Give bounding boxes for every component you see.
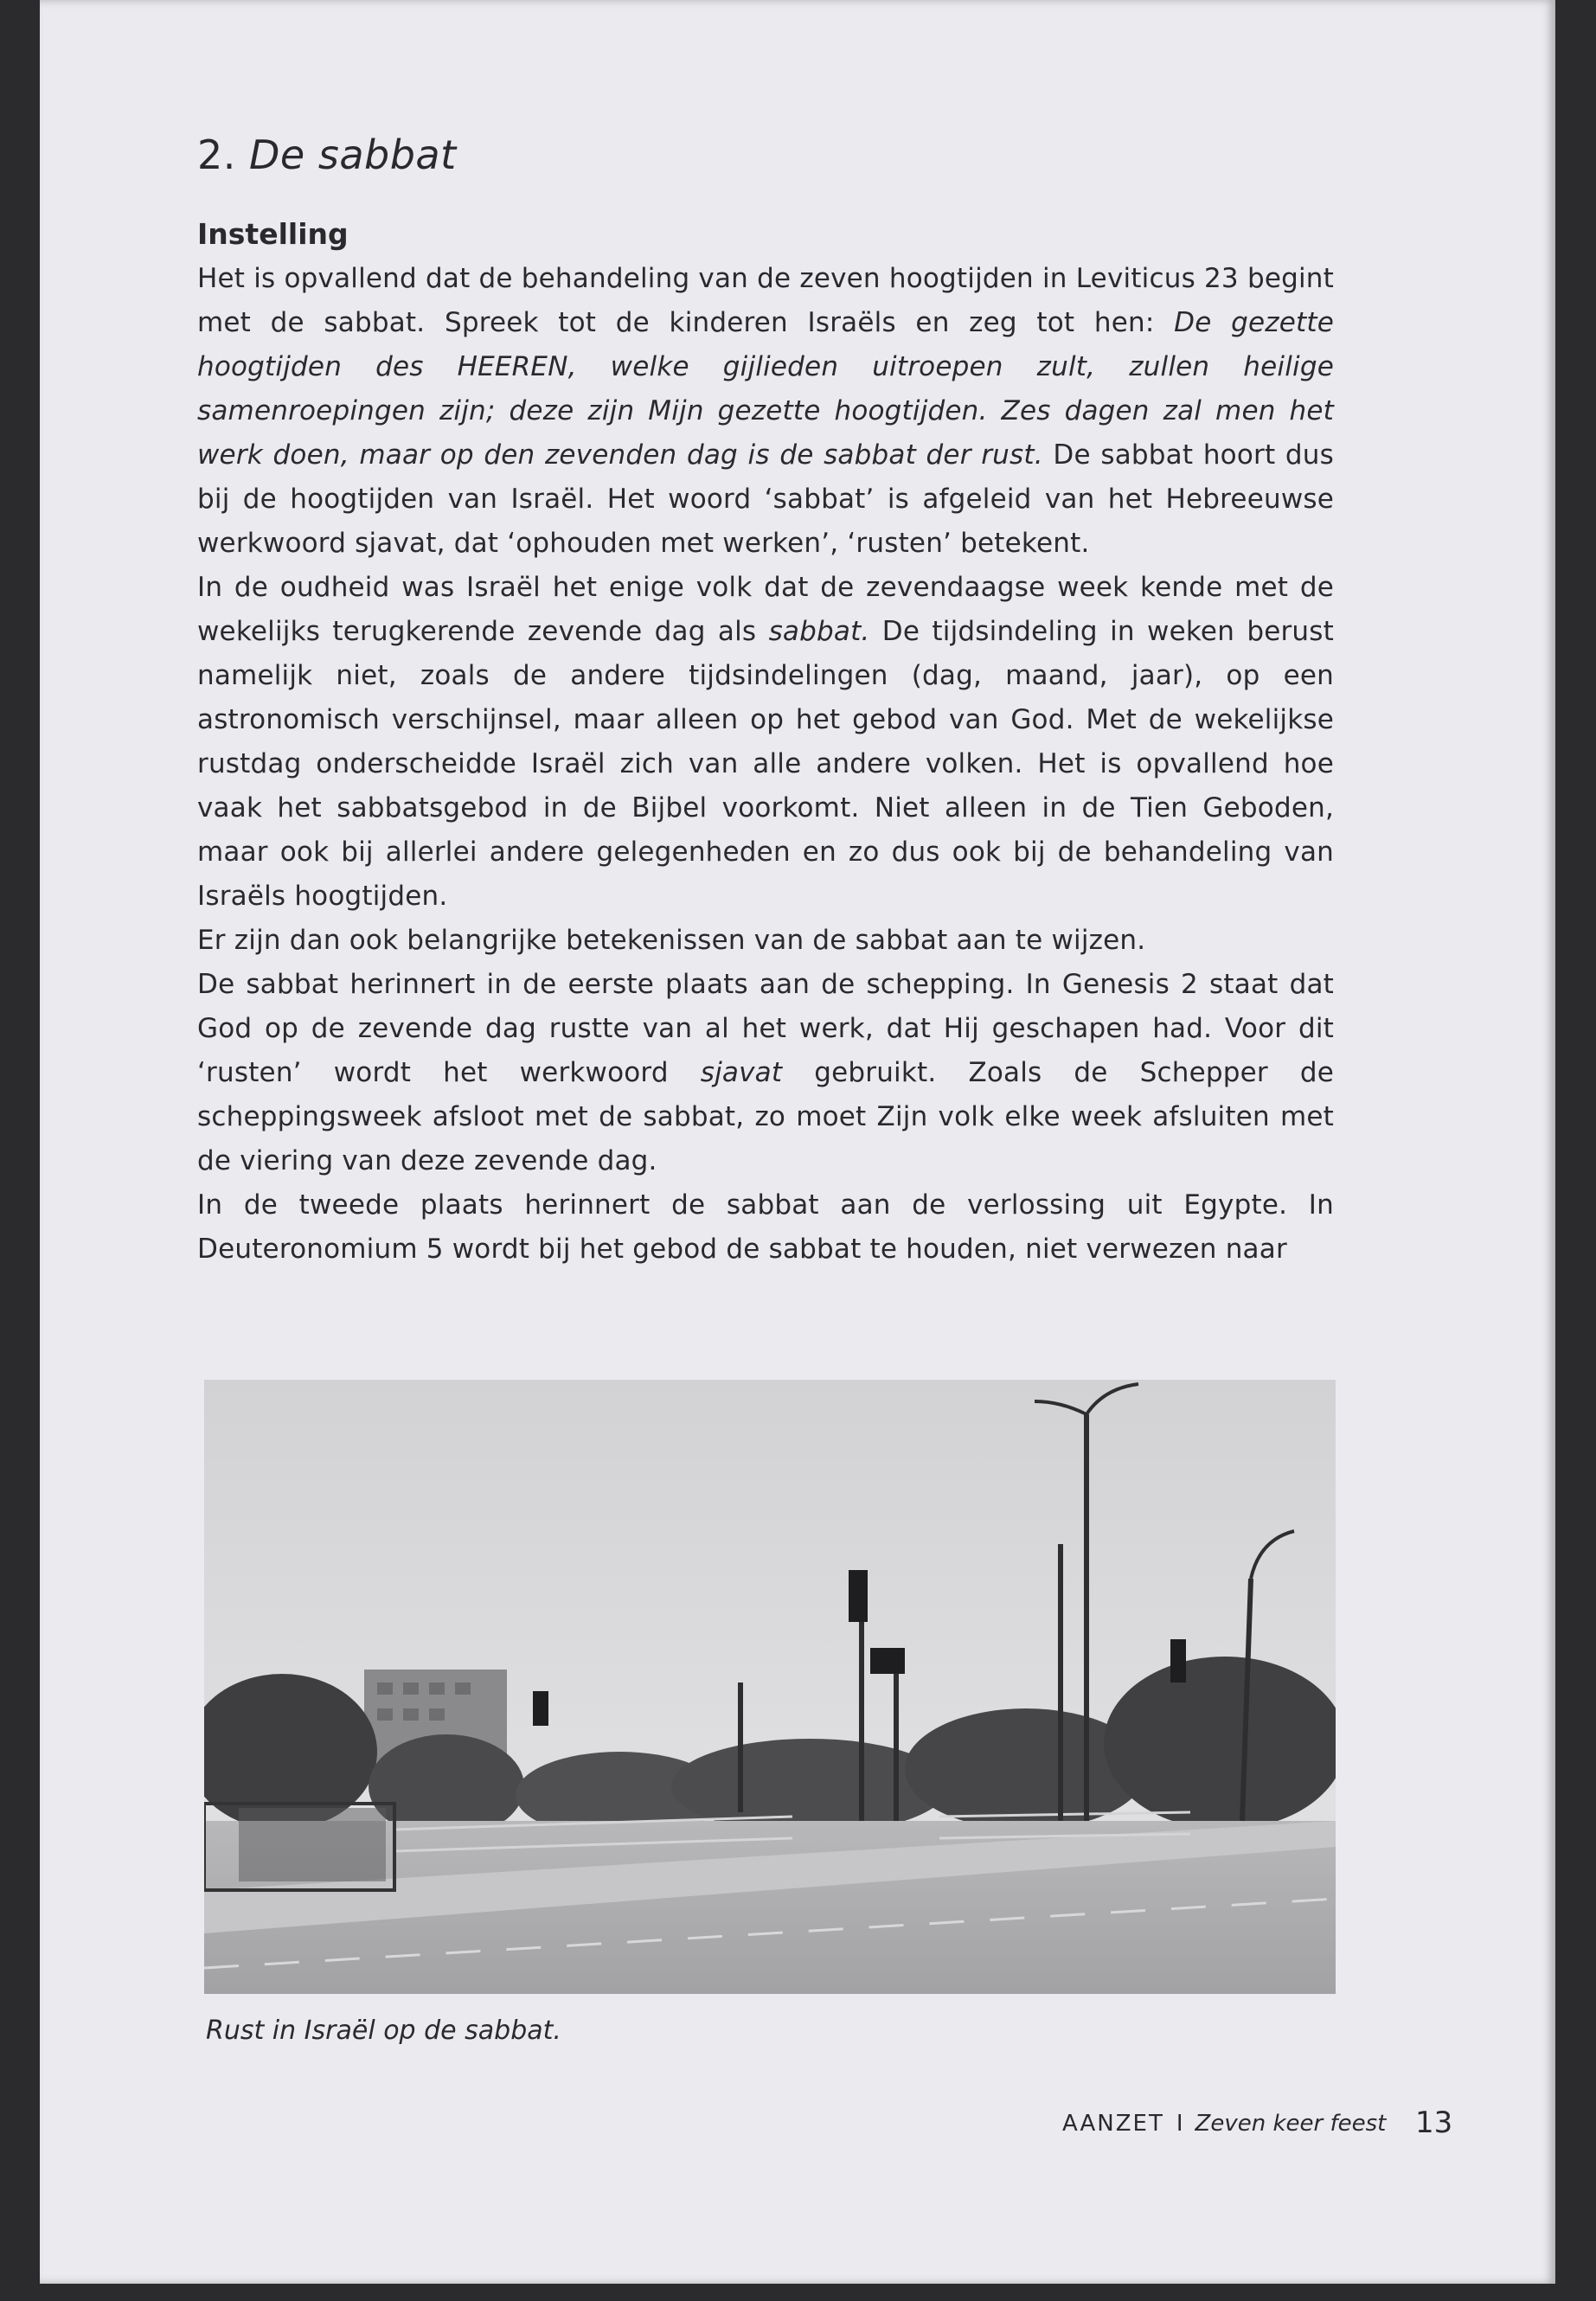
body-paragraph [197,1183,1334,1272]
italic-text: sabbat. [768,615,870,647]
footer-book-title: Zeven keer feest [1195,2111,1387,2137]
section-heading: Instelling [197,216,349,251]
text-run: Het is opvallend dat de behandeling van de zeven hoogtijden in Leviticus 23 begint met de sabbat. Spreek tot de kinderen Israëls en zeg tot hen: [197,262,1334,338]
body-paragraph [197,963,1334,1183]
footer-separator: I [1176,2111,1183,2137]
photo-image [204,1380,1336,1994]
italic-text: sjavat [700,1056,783,1088]
text-run: Er zijn dan ook belangrijke betekenissen van de sabbat aan te wijzen. [197,924,1146,956]
body-text [197,257,1334,1272]
photo-caption: Rust in Israël op de sabbat. [206,2016,561,2046]
text-run: De sabbat hoort dus bij de hoogtijden van Israël. Het woord ‘sabbat’ is afgeleid van het Hebreeuwse werkwoord sjavat, dat ‘ophouden met werken’, ‘rusten’ betekent. [197,439,1334,559]
page-footer [1062,2111,1452,2137]
page-number: 13 [1415,2106,1453,2140]
body-paragraph [197,566,1334,919]
italic-text: De gezette hoogtijden des HEEREN, welke gijlieden uitroepen zult, zullen heilige samenroepingen zijn; deze zijn Mijn gezette hoogtijden. Zes dagen zal men het werk doen, maar op den zevenden dag is de sabbat der rust. [197,306,1334,471]
chapter-name: De sabbat [249,131,457,178]
text-run: In de tweede plaats herinnert de sabbat aan de verlossing uit Egypte. In Deuteronomium 5 wordt bij het gebod de sabbat te houden, niet verwezen naar [197,1189,1334,1265]
chapter-title [197,130,1334,182]
text-run: In de oudheid was Israël het enige volk dat de zevendaagse week kende met de wekelijks terugkerende zevende dag als [197,571,1334,647]
book-page [40,0,1555,2284]
text-run: De tijdsindeling in weken berust namelijk niet, zoals de andere tijdsindelingen (dag, maand, jaar), op een astronomisch verschijnsel, maar alleen op het gebod van God. Met de wekelijkse rustdag onderscheidde Israël zich van alle andere volken. Het is opvallend hoe vaak het sabbatsgebod in de Bijbel voorkomt. Niet alleen in de Tien Geboden, maar ook bij allerlei andere gelegenheden en zo dus ook bij de behandeling van Israëls hoogtijden. [197,615,1334,912]
street-photo [204,1380,1336,1994]
body-paragraph [197,919,1334,963]
text-run: De sabbat herinnert in de eerste plaats aan de schepping. In Genesis 2 staat dat God op de zevende dag rustte van al het werk, dat Hij geschapen had. Voor dit ‘rusten’ wordt het werkwoord [197,968,1334,1088]
footer-series: AANZET [1062,2111,1164,2137]
page-content [197,130,1334,1272]
body-paragraph [197,257,1334,566]
chapter-number: 2. [197,131,236,178]
text-run: gebruikt. Zoals de Schepper de scheppingsweek afsloot met de sabbat, zo moet Zijn volk elke week afsluiten met de viering van deze zevende dag. [197,1056,1334,1176]
